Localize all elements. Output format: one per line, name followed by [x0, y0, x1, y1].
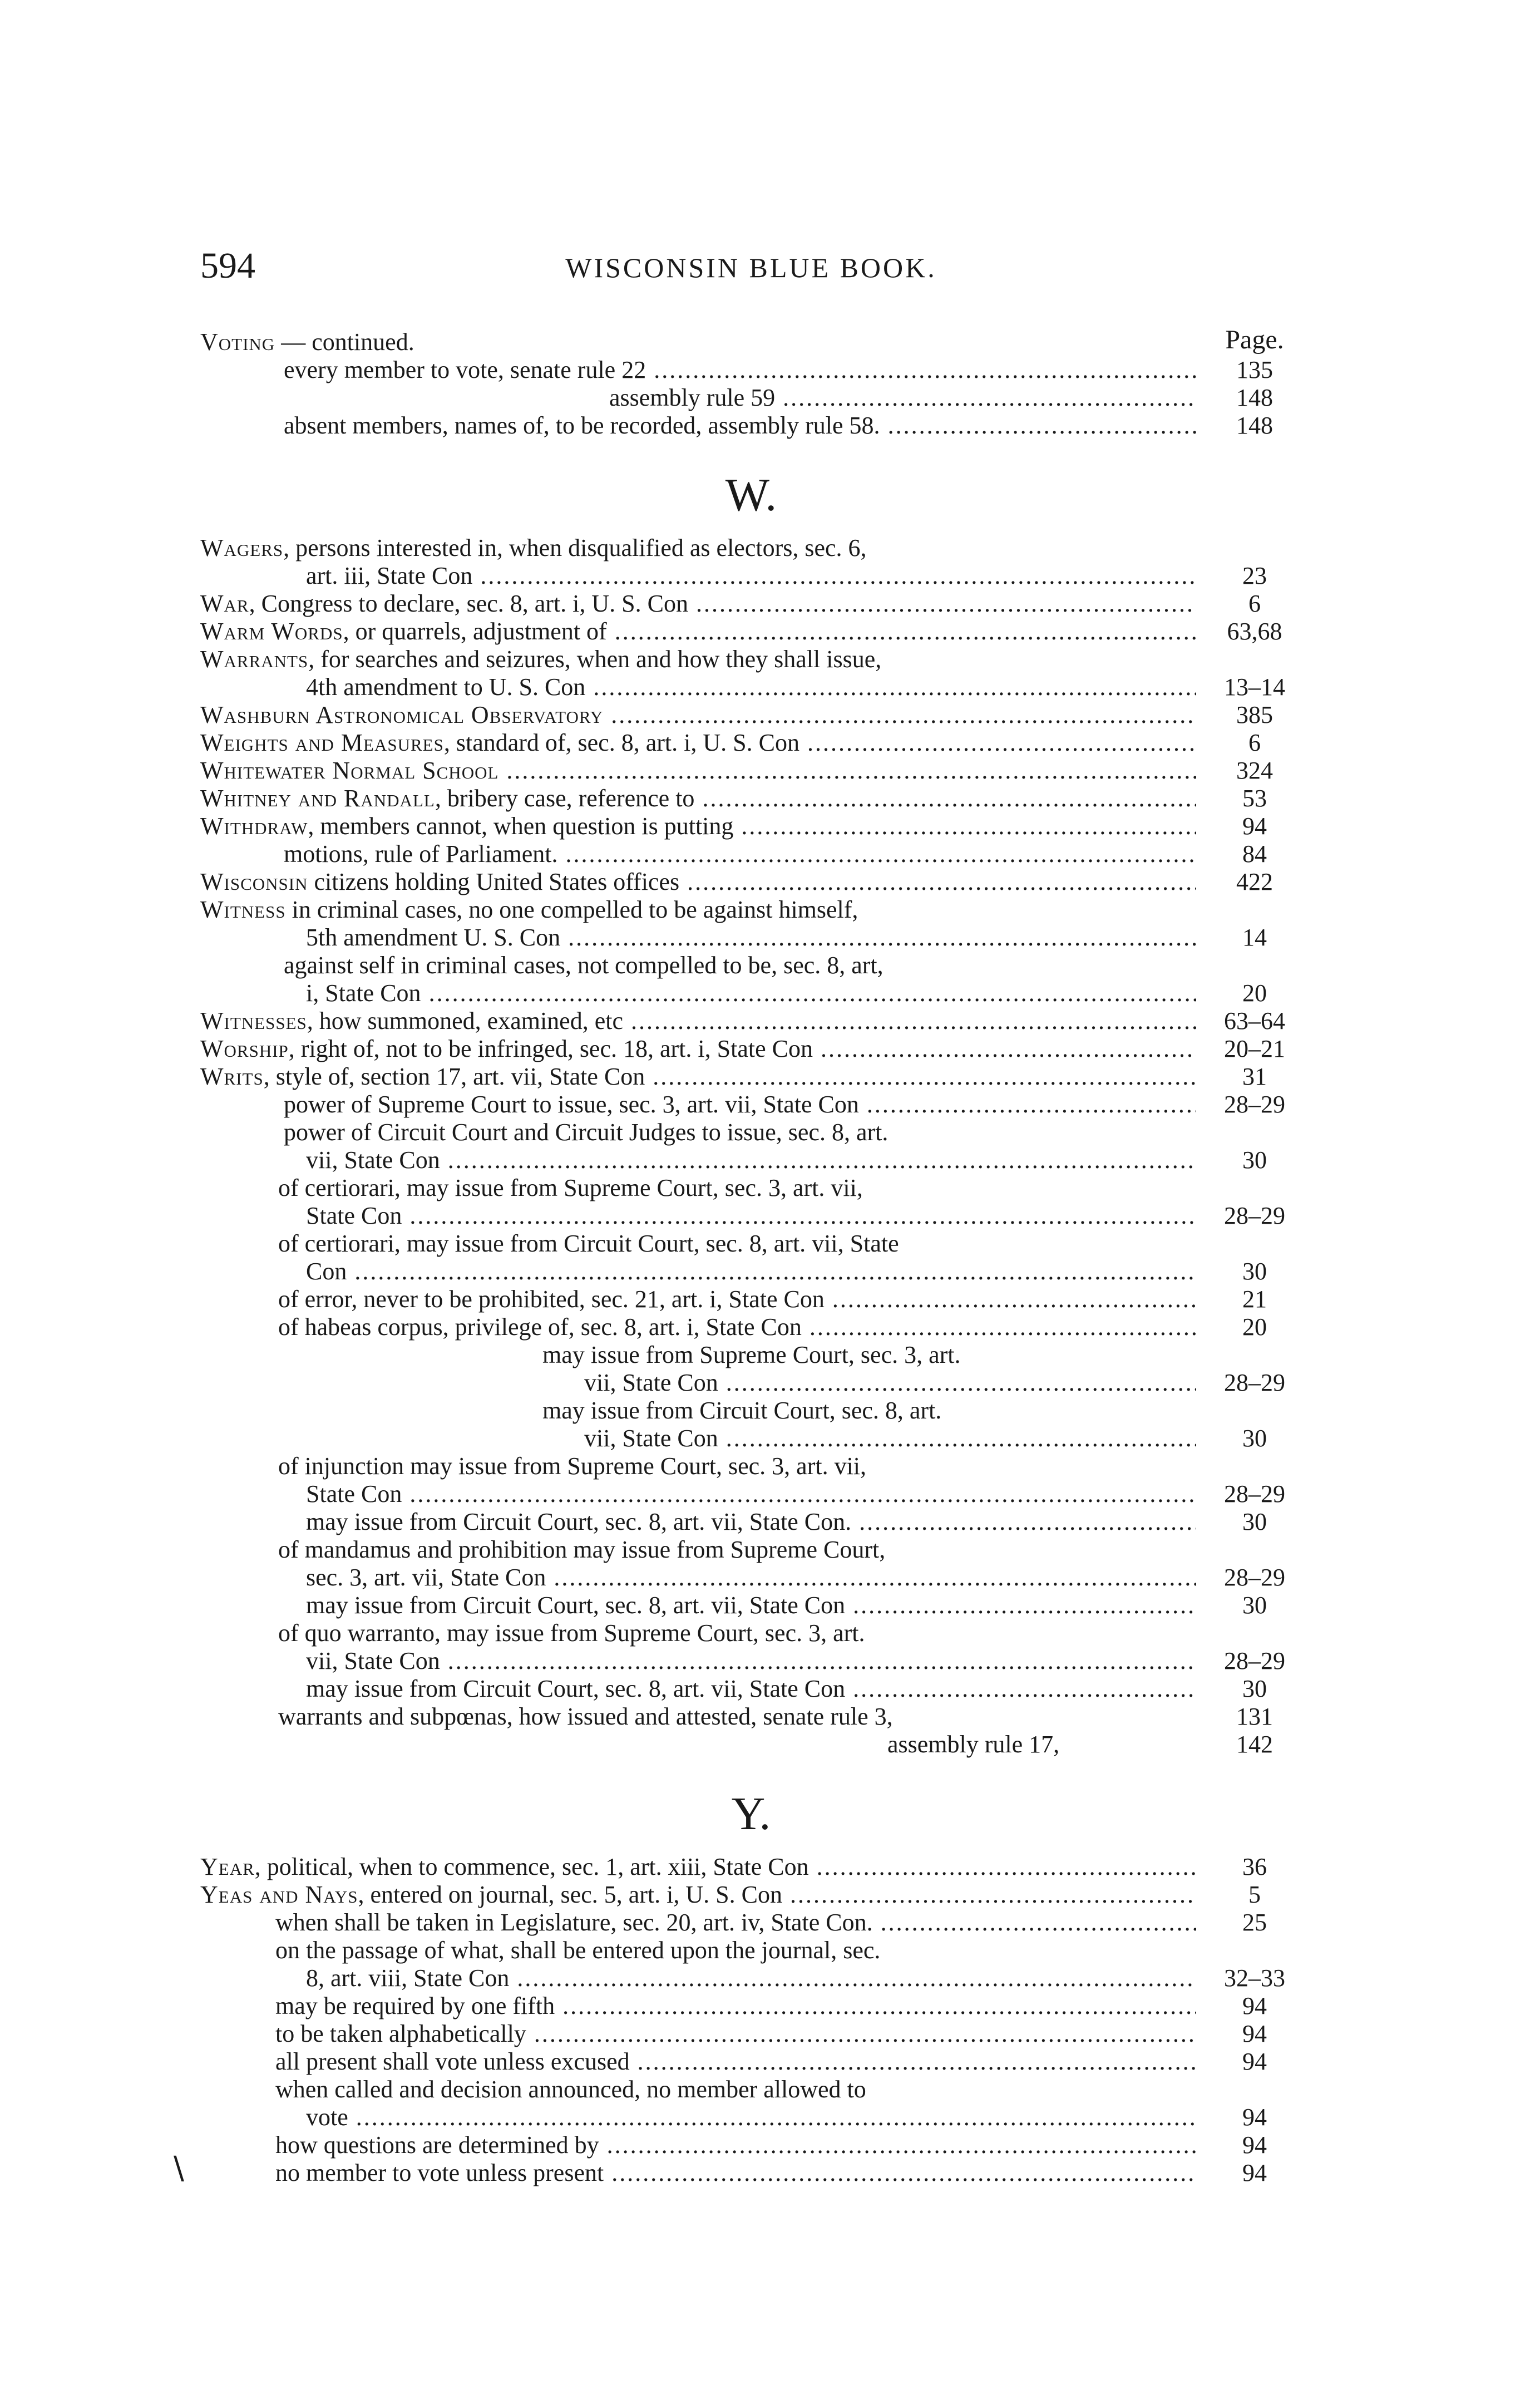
entry-description: motions, rule of Parliament.: [284, 840, 558, 868]
entry-text: [200, 384, 1196, 412]
entry-text: [200, 618, 1196, 646]
entry-description: Con: [306, 1258, 347, 1285]
entry-text: [200, 673, 1196, 701]
entry-text: [200, 1992, 1196, 2020]
entry-text: [200, 1452, 1196, 1480]
entry-description: may issue from Circuit Court, sec. 8, art.: [542, 1397, 942, 1424]
page-reference: 6: [1248, 729, 1261, 756]
index-entry: [200, 924, 1302, 952]
entry-text: [200, 2131, 1196, 2159]
index-entry: [200, 729, 1302, 757]
entry-text: [200, 868, 1196, 896]
entry-text: [200, 896, 1196, 924]
entry-description: when shall be taken in Legislature, sec. 20, art. iv, State Con.: [275, 1909, 873, 1936]
entry-text: [200, 2048, 1196, 2076]
page-reference: 30: [1242, 1508, 1267, 1535]
entry-text: [200, 840, 1196, 868]
entry-text: [200, 328, 1196, 356]
entry-text: [200, 812, 1196, 840]
entry-description: sec. 3, art. vii, State Con: [306, 1564, 546, 1591]
entry-text: [200, 1425, 1196, 1452]
entry-heading: Wisconsin: [200, 868, 308, 895]
page-column-label: Page.: [1225, 325, 1284, 354]
index-entry: [200, 1202, 1302, 1230]
entry-description: 4th amendment to U. S. Con: [306, 673, 586, 701]
entry-text: [200, 924, 1196, 952]
entry-text: [200, 1202, 1196, 1230]
entry-text: [200, 590, 1196, 618]
page-reference: 6: [1248, 590, 1261, 617]
page-reference: 13–14: [1224, 673, 1285, 701]
index-entry: [200, 1119, 1302, 1146]
index-entry: [200, 1007, 1302, 1035]
entry-description: against self in criminal cases, not compelled to be, sec. 8, art,: [284, 952, 883, 979]
page-reference: 25: [1242, 1909, 1267, 1936]
entry-heading: Year: [200, 1853, 255, 1880]
page-reference: 20: [1242, 979, 1267, 1007]
entry-text: [200, 2159, 1196, 2187]
entry-text: [200, 1369, 1196, 1397]
index-entry: [200, 1592, 1302, 1619]
index-entry: [200, 1035, 1302, 1063]
index-entry: [200, 1853, 1302, 1881]
entry-text: [200, 646, 1196, 673]
entry-text: [200, 1592, 1196, 1619]
entry-text: [200, 1119, 1196, 1146]
index-entry: [200, 356, 1302, 384]
entry-text: [200, 1937, 1196, 1964]
entry-description: art. iii, State Con: [306, 562, 473, 589]
index-entry: [200, 384, 1302, 412]
entry-description: no member to vote unless present: [275, 2159, 604, 2186]
entry-description: , bribery case, reference to: [435, 785, 695, 812]
page-reference: 94: [1242, 812, 1267, 840]
entry-text: [200, 701, 1196, 729]
index-entry: [200, 1536, 1302, 1564]
index-entry: [200, 618, 1302, 646]
page-reference: 28–29: [1224, 1564, 1285, 1591]
page-reference: 84: [1242, 840, 1267, 868]
entry-text: [200, 757, 1196, 785]
entry-description: to be taken alphabetically: [275, 2020, 526, 2047]
entry-text: [200, 785, 1196, 812]
index-entry: [200, 325, 1302, 356]
entry-text: [200, 952, 1196, 979]
entry-heading: Yeas and Nays: [200, 1881, 358, 1908]
entry-text: [200, 1647, 1196, 1675]
entry-text: [200, 562, 1196, 590]
entry-text: [200, 534, 1196, 562]
page-reference: 36: [1242, 1853, 1267, 1880]
index-entry: [200, 1230, 1302, 1258]
entry-text: [200, 1174, 1196, 1202]
page-reference: 30: [1242, 1592, 1267, 1619]
index-entry: [200, 1313, 1302, 1341]
index-entry: [200, 1285, 1302, 1313]
index-entry: [200, 2131, 1302, 2159]
page-reference: 30: [1242, 1258, 1267, 1285]
page-number: 594: [200, 245, 255, 286]
page-reference: 30: [1242, 1675, 1267, 1702]
index-entry: [200, 2104, 1302, 2131]
page-reference: 63–64: [1224, 1007, 1285, 1034]
index-entry: [200, 1909, 1302, 1937]
entry-text: [200, 1536, 1196, 1564]
entry-text: [200, 1731, 1196, 1758]
entry-description: power of Circuit Court and Circuit Judges to issue, sec. 8, art.: [284, 1119, 889, 1146]
running-title: WISCONSIN BLUE BOOK.: [565, 252, 937, 283]
index-entry: [200, 1341, 1302, 1369]
page-reference: 28–29: [1224, 1369, 1285, 1396]
entry-description: vii, State Con: [584, 1369, 718, 1396]
entry-text: [200, 1091, 1196, 1119]
entry-description: when called and decision announced, no member allowed to: [275, 2076, 866, 2103]
index-entry: [200, 1146, 1302, 1174]
entry-description: 5th amendment U. S. Con: [306, 924, 561, 951]
index-entry: [200, 896, 1302, 924]
entry-description: absent members, names of, to be recorded, assembly rule 58.: [284, 412, 880, 439]
entry-heading: Wagers: [200, 534, 284, 561]
entry-description: may issue from Circuit Court, sec. 8, art. vii, State Con: [306, 1675, 846, 1702]
entry-text: [200, 729, 1196, 757]
page-reference: 142: [1236, 1731, 1273, 1758]
entry-description: on the passage of what, shall be entered upon the journal, sec.: [275, 1937, 881, 1964]
entry-description: vote: [306, 2104, 348, 2131]
entry-description: may issue from Circuit Court, sec. 8, art. vii, State Con.: [306, 1508, 852, 1535]
index-entry: [200, 1425, 1302, 1452]
index-entry: [200, 1992, 1302, 2020]
entry-description: , persons interested in, when disqualified as electors, sec. 6,: [283, 534, 867, 561]
page-reference: 30: [1242, 1146, 1267, 1174]
entry-description: , right of, not to be infringed, sec. 18, art. i, State Con: [288, 1035, 813, 1062]
index-entry: [200, 757, 1302, 785]
page-reference: 422: [1236, 868, 1273, 895]
page-reference: 28–29: [1224, 1647, 1285, 1674]
entry-text: [200, 1035, 1196, 1063]
entry-heading: Washburn Astronomical Observatory: [200, 701, 604, 728]
entry-description: may issue from Supreme Court, sec. 3, art.: [542, 1341, 961, 1368]
entry-description: vii, State Con: [306, 1647, 440, 1674]
index-entry: [200, 701, 1302, 729]
entry-heading: Writs: [200, 1063, 264, 1090]
entry-text: [200, 1230, 1196, 1258]
entry-description: vii, State Con: [306, 1146, 440, 1174]
entry-text: [200, 1146, 1196, 1174]
entry-description: may be required by one fifth: [275, 1992, 555, 2019]
index-entry: [200, 673, 1302, 701]
entry-description: all present shall vote unless excused: [275, 2048, 630, 2075]
entry-description: , standard of, sec. 8, art. i, U. S. Con: [443, 729, 799, 756]
entry-description: , how summoned, examined, etc: [307, 1007, 623, 1034]
page-header: [200, 245, 1302, 289]
page-reference: 31: [1242, 1063, 1267, 1090]
entry-text: [200, 1313, 1196, 1341]
entry-heading: Whitewater Normal School: [200, 757, 499, 784]
index-entry: [200, 2020, 1302, 2048]
page-reference: 20: [1242, 1313, 1267, 1341]
entry-description: warrants and subpœnas, how issued and attested, senate rule 3,: [278, 1703, 893, 1730]
entry-description: , or quarrels, adjustment of: [343, 618, 607, 645]
index-entry: [200, 2048, 1302, 2076]
index-entry: [200, 590, 1302, 618]
entry-text: [200, 1675, 1196, 1703]
index-entry: [200, 1703, 1302, 1731]
entry-heading: War: [200, 590, 249, 617]
index-entry: [200, 1619, 1302, 1647]
page-reference: 20–21: [1224, 1035, 1285, 1062]
entry-heading: Warrants: [200, 646, 309, 673]
index-entry: [200, 1964, 1302, 1992]
entry-description: 8, art. viii, State Con: [306, 1964, 510, 1992]
page-reference: 30: [1242, 1425, 1267, 1452]
entry-description: may issue from Circuit Court, sec. 8, art. vii, State Con: [306, 1592, 846, 1619]
entry-description: vii, State Con: [584, 1425, 718, 1452]
margin-mark: \: [174, 2150, 184, 2186]
entry-text: [200, 1480, 1196, 1508]
entry-text: [200, 1007, 1196, 1035]
entry-text: [200, 1703, 1196, 1731]
page-reference: 28–29: [1224, 1091, 1285, 1118]
entry-text: [200, 356, 1196, 384]
entry-text: [200, 1285, 1196, 1313]
entry-description: , style of, section 17, art. vii, State Con: [263, 1063, 645, 1090]
index-entry: [200, 1091, 1302, 1119]
entry-heading: Warm Words: [200, 618, 343, 645]
entry-text: [200, 1964, 1196, 1992]
entry-text: [200, 1063, 1196, 1091]
entry-text: [200, 1619, 1196, 1647]
page-reference: 32–33: [1224, 1964, 1285, 1992]
page-reference: 135: [1236, 356, 1273, 383]
page-reference: 131: [1236, 1703, 1273, 1730]
index-entry: [200, 1675, 1302, 1703]
index-content: [200, 325, 1302, 2187]
entry-heading: Voting: [200, 328, 275, 356]
entry-description: assembly rule 17,: [887, 1731, 1060, 1758]
entry-description: every member to vote, senate rule 22: [284, 356, 646, 383]
entry-description: State Con: [306, 1202, 402, 1229]
entry-description: of injunction may issue from Supreme Court, sec. 3, art. vii,: [278, 1452, 867, 1480]
page-reference: 14: [1242, 924, 1267, 951]
page-reference: 21: [1242, 1285, 1267, 1313]
page-reference: 94: [1242, 2159, 1267, 2186]
entry-description: , entered on journal, sec. 5, art. i, U. S. Con: [358, 1881, 782, 1908]
entry-description: power of Supreme Court to issue, sec. 3, art. vii, State Con: [284, 1091, 859, 1118]
entry-description: i, State Con: [306, 979, 421, 1007]
entry-text: [200, 1564, 1196, 1592]
entry-heading: Witnesses: [200, 1007, 307, 1034]
entry-text: [200, 2076, 1196, 2104]
index-entry: [200, 1508, 1302, 1536]
entry-text: [200, 2020, 1196, 2048]
index-entry: [200, 979, 1302, 1007]
section-letter-heading: W.: [725, 469, 777, 521]
index-entry: [200, 1258, 1302, 1285]
index-entry: [200, 1174, 1302, 1202]
entry-description: how questions are determined by: [275, 2131, 599, 2159]
page-reference: 94: [1242, 2104, 1267, 2131]
index-entry: [200, 1397, 1302, 1425]
page-reference: 53: [1242, 785, 1267, 812]
index-entry: [200, 812, 1302, 840]
index-entry: [200, 952, 1302, 979]
entry-description: , members cannot, when question is putting: [308, 812, 734, 840]
page-reference: 94: [1242, 1992, 1267, 2019]
entry-text: [200, 979, 1196, 1007]
page-reference: 23: [1242, 562, 1267, 589]
page-reference: 385: [1236, 701, 1273, 728]
entry-description: citizens holding United States offices: [308, 868, 680, 895]
entry-text: [200, 1508, 1196, 1536]
index-entry: [200, 1881, 1302, 1909]
index-entry: [200, 1647, 1302, 1675]
entry-heading: Worship: [200, 1035, 289, 1062]
page-reference: 148: [1236, 412, 1273, 439]
entry-text: [200, 1258, 1196, 1285]
entry-text: [200, 2104, 1196, 2131]
entry-description: of quo warranto, may issue from Supreme Court, sec. 3, art.: [278, 1619, 865, 1647]
entry-text: [200, 412, 1196, 440]
entry-description: of error, never to be prohibited, sec. 21, art. i, State Con: [278, 1285, 825, 1313]
entry-text: [200, 1881, 1196, 1909]
entry-description: , political, when to commence, sec. 1, art. xiii, State Con: [254, 1853, 809, 1880]
entry-description: of certiorari, may issue from Circuit Court, sec. 8, art. vii, State: [278, 1230, 899, 1257]
index-entry: [200, 1369, 1302, 1397]
entry-description: State Con: [306, 1480, 402, 1508]
index-entry: [200, 534, 1302, 562]
page-reference: 28–29: [1224, 1480, 1285, 1508]
index-entry: [200, 2159, 1302, 2187]
index-entry: [200, 1063, 1302, 1091]
entry-description: of certiorari, may issue from Supreme Court, sec. 3, art. vii,: [278, 1174, 863, 1201]
index-entry: [200, 840, 1302, 868]
entry-description: in criminal cases, no one compelled to be against himself,: [285, 896, 858, 923]
entry-heading: Whitney and Randall: [200, 785, 435, 812]
entry-text: [200, 1397, 1196, 1425]
page-reference: 94: [1242, 2020, 1267, 2047]
entry-description: of habeas corpus, privilege of, sec. 8, art. i, State Con: [278, 1313, 802, 1341]
section-letter-heading: Y.: [731, 1788, 771, 1840]
index-entry: [200, 562, 1302, 590]
index-entry: [200, 646, 1302, 673]
page-reference: 5: [1248, 1881, 1261, 1908]
entry-heading: Weights and Measures: [200, 729, 444, 756]
entry-text: [200, 1853, 1196, 1881]
page-reference: 28–29: [1224, 1202, 1285, 1229]
page-reference: 94: [1242, 2131, 1267, 2159]
index-entry: [200, 1731, 1302, 1758]
index-entry: [200, 868, 1302, 896]
entry-text: [200, 1341, 1196, 1369]
entry-text: [200, 1909, 1196, 1937]
entry-description: — continued.: [275, 328, 414, 356]
index-entry: [200, 1564, 1302, 1592]
page-reference: 94: [1242, 2048, 1267, 2075]
index-entry: [200, 785, 1302, 812]
entry-heading: Withdraw: [200, 812, 308, 840]
entry-description: of mandamus and prohibition may issue from Supreme Court,: [278, 1536, 886, 1563]
entry-description: , for searches and seizures, when and how they shall issue,: [308, 646, 882, 673]
index-entry: [200, 1452, 1302, 1480]
entry-description: assembly rule 59: [609, 384, 776, 411]
entry-heading: Witness: [200, 896, 286, 923]
page-reference: 148: [1236, 384, 1273, 411]
page-reference: 63,68: [1227, 618, 1282, 645]
index-entry: [200, 1480, 1302, 1508]
index-entry: [200, 412, 1302, 440]
index-entry: [200, 1937, 1302, 1964]
page-reference: 324: [1236, 757, 1273, 784]
index-entry: [200, 2076, 1302, 2104]
entry-description: , Congress to declare, sec. 8, art. i, U. S. Con: [249, 590, 688, 617]
